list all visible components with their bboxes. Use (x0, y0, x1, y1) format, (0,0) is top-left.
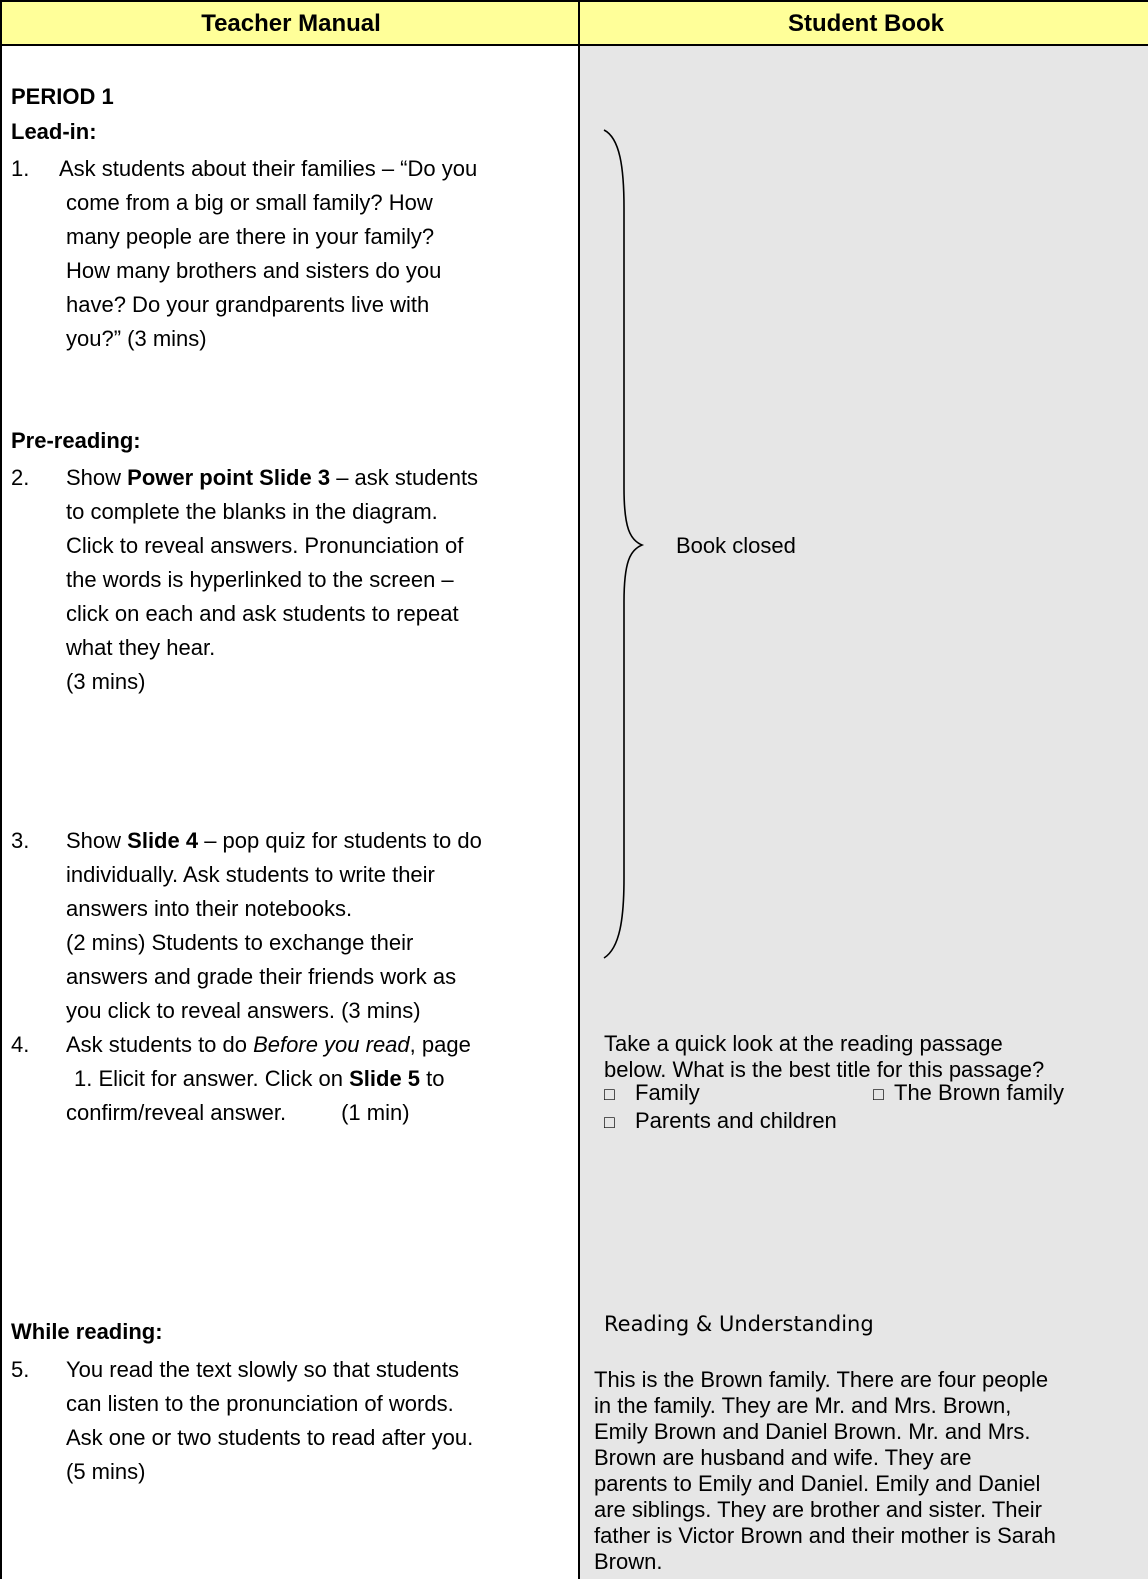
item4-second-line: 1. Elicit for answer. Click on Slide 5 to (74, 1066, 445, 1091)
period-heading: PERIOD 1 (11, 84, 114, 109)
item5-line: can listen to the pronunciation of words. (66, 1391, 454, 1416)
table-header (0, 0, 1148, 46)
item3-first-line: Show Slide 4 – pop quiz for students to do (66, 828, 482, 853)
checkbox-icon[interactable]: □ (604, 1084, 615, 1104)
item3-line: you click to reveal answers. (3 mins) (66, 998, 421, 1023)
while-reading-heading: While reading: (11, 1319, 163, 1344)
item5-line: You read the text slowly so that students (66, 1357, 459, 1382)
question-line: Take a quick look at the reading passage (604, 1031, 1003, 1056)
item1-line: you?” (3 mins) (66, 326, 207, 351)
item2-line: click on each and ask students to repeat (66, 601, 459, 626)
title-question (604, 1031, 1144, 1083)
item3-line: individually. Ask students to write their (66, 862, 435, 887)
item2-line: what they hear. (66, 635, 216, 660)
option-label: The Brown family (894, 1080, 1064, 1105)
item2-line: (3 mins) (66, 669, 146, 694)
left-border (0, 0, 2, 1579)
passage-line: in the family. They are Mr. and Mrs. Brown, (594, 1393, 1012, 1418)
item3-line: answers and grade their friends work as (66, 964, 457, 989)
passage-line: Brown are husband and wife. They are (594, 1445, 972, 1470)
option-label: Parents and children (635, 1108, 837, 1133)
section-title: Reading & Understanding (604, 1312, 874, 1336)
right-curly-brace (600, 128, 650, 968)
item1-line: come from a big or small family? How (66, 190, 433, 215)
passage-line: Emily Brown and Daniel Brown. Mr. and Mrs. (594, 1419, 1031, 1444)
header-student-book: Student Book (788, 10, 944, 37)
list-number: 2. (11, 465, 30, 490)
item4-line: confirm/reveal answer. (1 min) (66, 1100, 410, 1125)
item5-line: (5 mins) (66, 1459, 146, 1484)
passage-line: This is the Brown family. There are four people (594, 1367, 1049, 1392)
item2-first-line: Show Power point Slide 3 – ask students (66, 465, 479, 490)
passage-line: Brown. (594, 1549, 663, 1574)
slide-ref: Power point Slide 3 (127, 465, 331, 490)
item2-line: the words is hyperlinked to the screen – (66, 567, 454, 592)
checkbox-icon[interactable]: □ (604, 1112, 615, 1132)
item1-line: Ask students about their families – “Do you (59, 156, 478, 181)
passage-line: parents to Emily and Daniel. Emily and Daniel (594, 1471, 1041, 1496)
item5-line: Ask one or two students to read after you. (66, 1425, 474, 1450)
option-brown-family[interactable] (873, 1080, 1064, 1107)
option-family[interactable] (604, 1080, 700, 1107)
item3-line: (2 mins) Students to exchange their (66, 930, 414, 955)
passage-line: father is Victor Brown and their mother is Sarah (594, 1523, 1056, 1548)
question-line: below. What is the best title for this passage? (604, 1057, 1045, 1082)
checkbox-icon[interactable]: □ (873, 1084, 884, 1104)
list-number: 4. (11, 1032, 30, 1057)
list-number: 5. (11, 1357, 30, 1382)
item1-line: have? Do your grandparents live with (66, 292, 430, 317)
passage-line: are siblings. They are brother and sister. Their (594, 1497, 1042, 1522)
item4-first-line: Ask students to do Before you read, page (66, 1032, 471, 1057)
reading-passage (594, 1367, 1146, 1575)
list-number: 1. (11, 156, 30, 181)
lead-in-heading: Lead-in: (11, 119, 97, 144)
item1-line: many people are there in your family? (66, 224, 435, 249)
item2-line: Click to reveal answers. Pronunciation of (66, 533, 464, 558)
book-section-ref: Before you read (253, 1032, 410, 1057)
item3-line: answers into their notebooks. (66, 896, 353, 921)
slide-ref: Slide 4 (127, 828, 199, 853)
item2-line: to complete the blanks in the diagram. (66, 499, 438, 524)
book-closed-label: Book closed (676, 533, 796, 558)
slide-ref: Slide 5 (349, 1066, 421, 1091)
pre-reading-heading: Pre-reading: (11, 428, 141, 453)
item1-line: How many brothers and sisters do you (66, 258, 442, 283)
header-teacher-manual: Teacher Manual (201, 10, 381, 37)
option-label: Family (635, 1080, 700, 1105)
option-parents-children[interactable] (604, 1108, 837, 1135)
student-book-column (580, 46, 1148, 1579)
list-number: 3. (11, 828, 30, 853)
